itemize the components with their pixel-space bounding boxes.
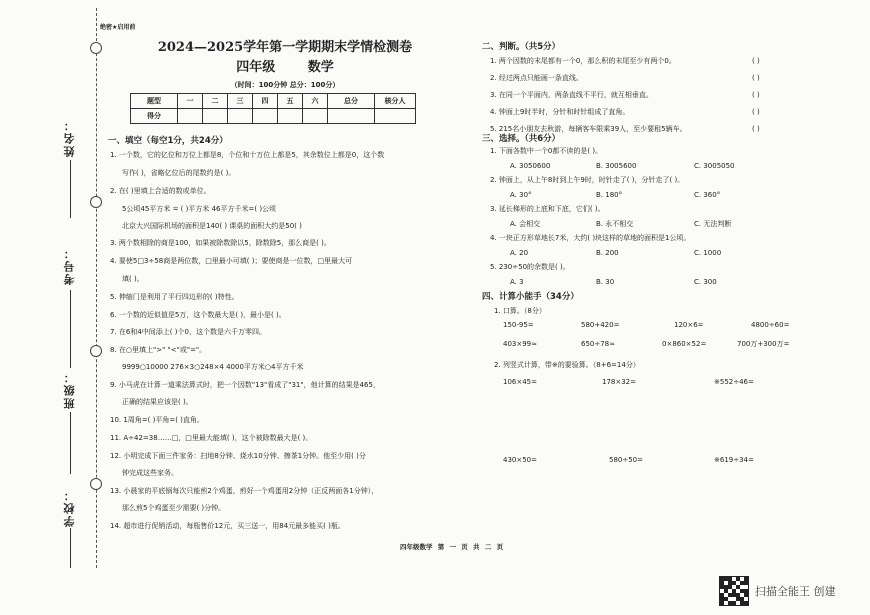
choice-option-c: C. 360° bbox=[694, 191, 721, 199]
score-cell: 题型 bbox=[131, 94, 178, 109]
class-line bbox=[70, 412, 71, 474]
judge-question: 1. 两个因数的末尾都有一个0，那么积的末尾至少有两个0。 bbox=[490, 57, 676, 65]
exam-no-line bbox=[70, 290, 71, 368]
judge-answer-blank[interactable]: ( ) bbox=[752, 74, 760, 82]
choice-option-a: A. 3 bbox=[510, 278, 524, 286]
question-line: 4. 要使5□3÷58商是两位数，□里最小可填( )；要使商是一位数，□里最大可 bbox=[110, 257, 353, 265]
qr-code-icon bbox=[719, 576, 749, 606]
binding-hole bbox=[90, 345, 102, 357]
score-blank[interactable] bbox=[278, 109, 303, 124]
score-cell: 五 bbox=[278, 94, 303, 109]
score-cell: 核分人 bbox=[375, 94, 416, 109]
choice-option-c: C. 3005050 bbox=[694, 162, 735, 170]
name-label: 姓名： bbox=[63, 118, 76, 157]
oral-item: 700万+300万= bbox=[737, 340, 790, 348]
question-line: 6. 一个数的近似值是5万，这个数最大是( )，最小是( )。 bbox=[110, 311, 286, 319]
section-choice: 三、选择。（共6分） bbox=[482, 134, 561, 144]
score-table-header-row bbox=[131, 94, 416, 109]
question-line: 1. 一个数，它的亿位和万位上都是8，个位和十万位上都是5，其余数位上都是0，这个数 bbox=[110, 151, 385, 159]
choice-option-a: A. 会相交 bbox=[510, 220, 541, 228]
class-label: 班级： bbox=[63, 370, 76, 409]
score-blank[interactable] bbox=[328, 109, 375, 124]
subject: 数学 bbox=[307, 60, 334, 75]
oral-item: 150-95= bbox=[503, 321, 534, 329]
question-line: 10. 1周角=( )平角=( )直角。 bbox=[110, 416, 204, 424]
choice-option-b: B. 永不相交 bbox=[596, 220, 634, 228]
choice-option-a: A. 3050600 bbox=[510, 162, 551, 170]
exam-title: 2024—2025学年第一学期期末学情检测卷 bbox=[157, 40, 413, 55]
score-cell: 六 bbox=[303, 94, 328, 109]
grade: 四年级 bbox=[236, 60, 276, 75]
score-blank[interactable] bbox=[203, 109, 228, 124]
vertical-item: 430×50= bbox=[503, 456, 537, 464]
judge-answer-blank[interactable]: ( ) bbox=[752, 125, 760, 133]
judge-answer-blank[interactable]: ( ) bbox=[752, 108, 760, 116]
choice-option-b: B. 30 bbox=[596, 278, 615, 286]
watermark-text: 扫描全能王 创建 bbox=[755, 585, 836, 598]
choice-option-c: C. 1000 bbox=[694, 249, 722, 257]
judge-question: 4. 钟面上9时半时，分针和时针组成了直角。 bbox=[490, 108, 630, 116]
choice-option-c: C. 300 bbox=[694, 278, 717, 286]
section-judge: 二、判断。（共5分） bbox=[482, 42, 561, 52]
score-cell: 三 bbox=[228, 94, 253, 109]
choice-option-a: A. 20 bbox=[510, 249, 529, 257]
question-line: 7. 在6和4中间添上( )个0，这个数是六千万零四。 bbox=[110, 328, 266, 336]
school-line bbox=[70, 528, 71, 568]
judge-answer-blank[interactable]: ( ) bbox=[752, 91, 760, 99]
question-line: 5. 伸缩门是利用了平行四边形的( )特性。 bbox=[110, 293, 239, 301]
vertical-item: 580÷50= bbox=[609, 456, 643, 464]
score-blank[interactable] bbox=[375, 109, 416, 124]
score-table bbox=[130, 93, 416, 124]
choice-question: 1. 下面各数中一个0都不读的是( )。 bbox=[490, 147, 603, 155]
oral-item: 120×6= bbox=[674, 321, 704, 329]
score-blank[interactable] bbox=[178, 109, 203, 124]
oral-item: 580+420= bbox=[581, 321, 620, 329]
question-line: 8. 在○里填上">" "<"或"="。 bbox=[110, 346, 207, 354]
judge-question: 5. 215名小朋友去秋游，每辆客车限乘39人，至少要租5辆车。 bbox=[490, 125, 687, 133]
choice-question: 3. 延长梯形的上底和下底，它们( )。 bbox=[490, 205, 605, 213]
vertical-item: 178×32= bbox=[602, 378, 636, 386]
choice-question: 4. 一块正方形草地长7米，大约( )块这样的草地的面积是1公顷。 bbox=[490, 234, 691, 242]
vertical-item: 106×45= bbox=[503, 378, 537, 386]
question-line: 13. 小晨家的平底锅每次只能煎2个鸡蛋，煎好一个鸡蛋用2分钟（正反两面各1分钟）， bbox=[110, 487, 379, 495]
choice-question: 5. 230÷50的余数是( )。 bbox=[490, 263, 570, 271]
vertical-item: ※619÷34= bbox=[714, 456, 754, 464]
choice-option-c: C. 无法判断 bbox=[694, 220, 732, 228]
oral-item: 650÷78≈ bbox=[581, 340, 615, 348]
score-blank[interactable] bbox=[228, 109, 253, 124]
judge-answer-blank[interactable]: ( ) bbox=[752, 57, 760, 65]
school-label: 学校： bbox=[63, 488, 76, 527]
oral-item: 403×99≈ bbox=[503, 340, 537, 348]
score-cell: 二 bbox=[203, 94, 228, 109]
question-line: 14. 超市进行促销活动，每瓶售价12元，买三送一，用84元最多能买( )瓶。 bbox=[110, 522, 345, 530]
choice-option-b: B. 200 bbox=[596, 249, 619, 257]
scanner-watermark bbox=[719, 575, 836, 607]
question-line: 正确的结果应该是( )。 bbox=[122, 398, 193, 406]
page-footer: 四年级数学 第 一 页 共 二 页 bbox=[400, 543, 504, 551]
oral-item: 4800÷60= bbox=[751, 321, 790, 329]
section-calculation: 四、计算小能手（34分） bbox=[482, 292, 579, 302]
question-line: 写作( )，省略亿位后的尾数约是( )。 bbox=[122, 169, 236, 177]
question-line: 钟完成这些家务。 bbox=[122, 469, 178, 477]
choice-question: 2. 钟面上，从上午8时到上午9时，时针走了( )，分针走了( )。 bbox=[490, 176, 685, 184]
score-row-label: 得分 bbox=[131, 109, 178, 124]
judge-question: 3. 在同一个平面内，两条直线不平行，就互相垂直。 bbox=[490, 91, 653, 99]
oral-title: 1. 口算。（8分） bbox=[494, 307, 546, 315]
choice-option-b: B. 180° bbox=[596, 191, 623, 199]
name-line bbox=[70, 160, 71, 218]
choice-option-a: A. 30° bbox=[510, 191, 532, 199]
score-blank[interactable] bbox=[303, 109, 328, 124]
question-line: 9999○10000 276×3○248×4 4000平方米○4平方千米 bbox=[122, 363, 304, 371]
question-line: 11. A÷42=38……□，□里最大能填( )，这个被除数最大是( )。 bbox=[110, 434, 313, 442]
judge-question: 2. 经过两点只能画一条直线。 bbox=[490, 74, 583, 82]
secret-mark: 绝密★启用前 bbox=[100, 24, 136, 31]
score-table-score-row bbox=[131, 109, 416, 124]
question-line: 12. 小明完成下面三件家务：扫地8分钟、烧水10分钟、擦茶1分钟。他至少用( )分 bbox=[110, 452, 366, 460]
score-cell: 总分 bbox=[328, 94, 375, 109]
vertical-item: ※552÷46= bbox=[714, 378, 754, 386]
question-line: 填( )。 bbox=[122, 275, 144, 283]
question-line: 9. 小马虎在计算一道乘法算式时，把一个因数"13"看成了"31"，他计算的结果是465， bbox=[110, 381, 380, 389]
question-line: 3. 两个数相除的商是100，如果被除数除以5，除数除5，那么商是( )。 bbox=[110, 239, 331, 247]
time-info: （时间：100分钟 总分：100分） bbox=[230, 81, 340, 89]
question-line: 5公顷45平方米 = ( )平方米 46平方千米=( )公顷 bbox=[122, 205, 277, 213]
question-line: 2. 在( )里填上合适的数或单位。 bbox=[110, 187, 211, 195]
choice-option-b: B. 3005600 bbox=[596, 162, 637, 170]
vertical-title: 2. 列竖式计算，带※的要验算。（8+6=14分） bbox=[494, 361, 640, 369]
question-line: 那么煎5个鸡蛋至少需要( )分钟。 bbox=[122, 504, 226, 512]
binding-hole bbox=[90, 478, 102, 490]
score-cell: 四 bbox=[253, 94, 278, 109]
question-line: 北京大兴国际机场的面积是140( ) 课桌的面积大约是50( ) bbox=[122, 222, 302, 230]
score-cell: 一 bbox=[178, 94, 203, 109]
section-fill-blank: 一、填空（每空1分，共24分） bbox=[108, 136, 228, 146]
exam-no-label: 考号： bbox=[63, 246, 76, 285]
binding-strip bbox=[0, 0, 96, 575]
oral-item: 0×860×52= bbox=[662, 340, 707, 348]
score-blank[interactable] bbox=[253, 109, 278, 124]
exam-subtitle bbox=[100, 56, 470, 75]
binding-hole bbox=[90, 196, 102, 208]
